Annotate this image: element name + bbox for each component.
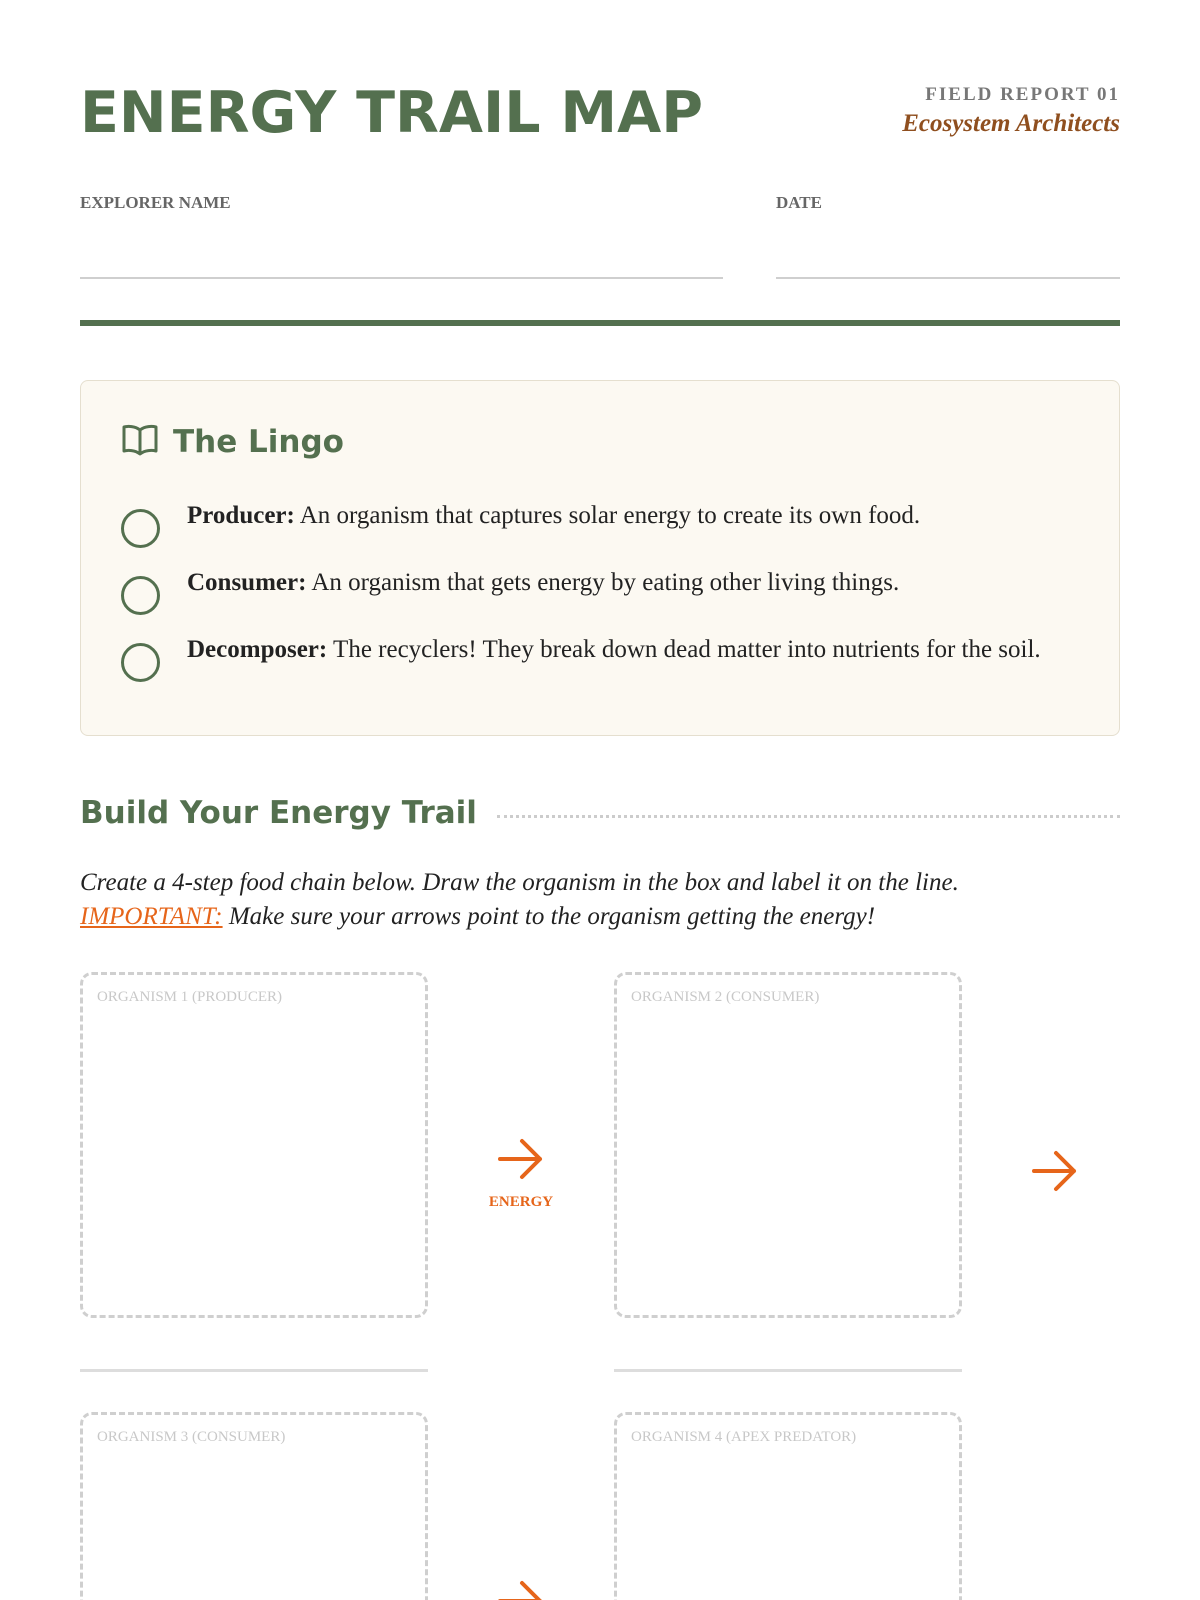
- open-book-icon: [121, 423, 159, 461]
- arrow-right-icon: [496, 1134, 546, 1184]
- term-name: Consumer:: [187, 569, 307, 596]
- term-checkbox[interactable]: [121, 509, 160, 548]
- term-definition: The recyclers! They break down dead matter into nutrients for the soil.: [333, 636, 1041, 663]
- term-definition: An organism that captures solar energy to create its own food.: [299, 502, 921, 529]
- arrow-right-icon: [496, 1576, 546, 1600]
- organization-name: Ecosystem Architects: [902, 110, 1120, 137]
- term-decomposer: [121, 633, 1061, 682]
- instructions: [80, 866, 1130, 934]
- explorer-name-field[interactable]: [80, 277, 723, 279]
- important-label: IMPORTANT:: [80, 903, 223, 930]
- report-info: [902, 84, 1120, 138]
- lingo-heading: [121, 423, 344, 461]
- energy-label: ENERGY: [488, 1194, 554, 1210]
- term-text: [187, 499, 920, 533]
- organism-box-1[interactable]: [80, 972, 428, 1318]
- term-definition: An organism that gets energy by eating other living things.: [311, 569, 900, 596]
- page-title: ENERGY TRAIL MAP: [80, 80, 703, 146]
- term-producer: [121, 499, 1061, 548]
- organism-name-line-1[interactable]: [80, 1369, 428, 1372]
- term-checkbox[interactable]: [121, 576, 160, 615]
- term-checkbox[interactable]: [121, 643, 160, 682]
- lingo-title: The Lingo: [173, 424, 344, 460]
- organism-name-line-2[interactable]: [614, 1369, 962, 1372]
- organism-box-3[interactable]: [80, 1412, 428, 1600]
- term-text: [187, 566, 899, 600]
- lingo-card: [80, 380, 1120, 736]
- important-text: Make sure your arrows point to the organism getting the energy!: [228, 903, 876, 930]
- organism-label: ORGANISM 3 (CONSUMER): [97, 1429, 286, 1445]
- arrow-right-icon: [1030, 1146, 1080, 1196]
- section-divider: [497, 815, 1120, 818]
- organism-label: ORGANISM 4 (APEX PREDATOR): [631, 1429, 857, 1445]
- report-id: FIELD REPORT 01: [925, 84, 1120, 105]
- section-title: Build Your Energy Trail: [80, 795, 477, 831]
- organism-box-4[interactable]: [614, 1412, 962, 1600]
- term-name: Decomposer:: [187, 636, 328, 663]
- term-name: Producer:: [187, 502, 295, 529]
- instruction-text: Create a 4-step food chain below. Draw the organism in the box and label it on the line.: [80, 869, 959, 896]
- explorer-name-label: EXPLORER NAME: [80, 193, 231, 212]
- organism-label: ORGANISM 1 (PRODUCER): [97, 989, 283, 1005]
- organism-box-2[interactable]: [614, 972, 962, 1318]
- organism-label: ORGANISM 2 (CONSUMER): [631, 989, 820, 1005]
- term-text: [187, 633, 1041, 667]
- header-divider: [80, 320, 1120, 326]
- date-label: DATE: [776, 193, 822, 212]
- term-consumer: [121, 566, 1061, 615]
- date-field[interactable]: [776, 277, 1120, 279]
